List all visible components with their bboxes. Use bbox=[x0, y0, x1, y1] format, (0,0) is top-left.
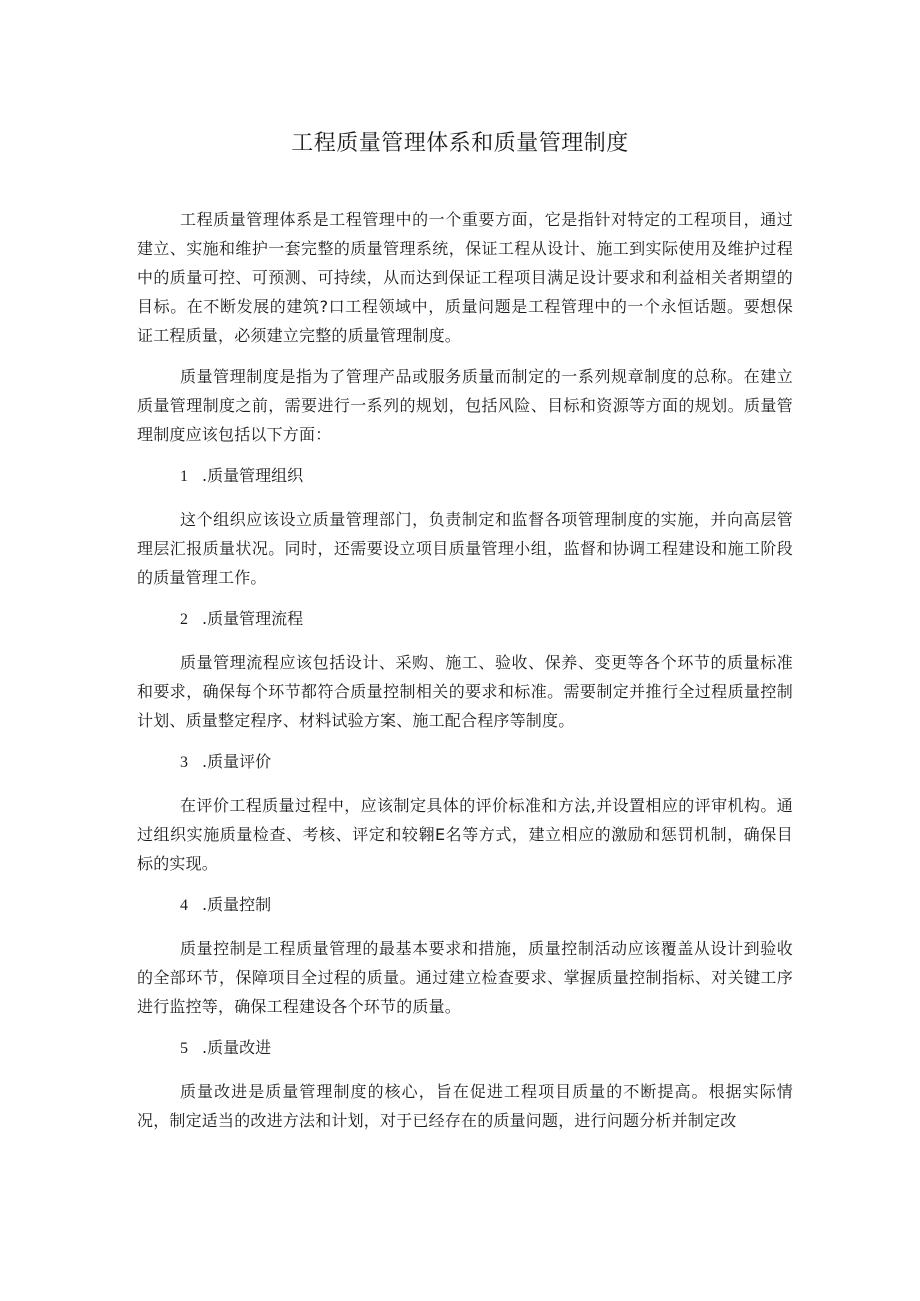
section-heading-text: .质量管理组织 bbox=[202, 466, 304, 485]
intro-paragraph-1: 工程质量管理体系是工程管理中的一个重要方面，它是指针对特定的工程项目，通过建立、实施和维护一套完整的质量管理系统，保证工程从设计、施工到实际使用及维护过程中的质量可控、可预测、可持续，从而达到保证工程项目满足设计要求和利益相关者期望的目标。在不断发展的建筑?口工程领域中，质量问题是工程管理中的一个永恒话题。要想保证工程质量，必须建立完整的质量管理制度。 bbox=[137, 210, 793, 345]
section-heading-4 bbox=[137, 890, 793, 920]
section-number: 1 bbox=[180, 468, 188, 485]
section-paragraph-3: 在评价工程质量过程中，应该制定具体的评价标准和方法,并设置相应的评审机构。通过组织实施质量检查、考核、评定和较翱E名等方式，建立相应的激励和惩罚机制，确保目标的实现。 bbox=[137, 796, 793, 873]
section-number: 3 bbox=[180, 754, 188, 771]
document-body bbox=[137, 205, 793, 1147]
section-paragraph-1: 这个组织应该设立质量管理部门，负责制定和监督各项管理制度的实施，并向高层管理层汇报质量状况。同时，还需要设立项目质量管理小组，监督和协调工程建设和施工阶段的质量管理工作。 bbox=[137, 510, 793, 587]
section-number: 5 bbox=[180, 1040, 188, 1057]
section-number: 2 bbox=[180, 611, 188, 628]
section-paragraph-5: 质量改进是质量管理制度的核心，旨在促进工程项目质量的不断提高。根据实际情况，制定适当的改进方法和计划，对于已经存在的质量问题，进行问题分析并制定改 bbox=[137, 1082, 793, 1130]
section-heading-5 bbox=[137, 1033, 793, 1063]
section-heading-text: .质量评价 bbox=[202, 752, 272, 771]
section-heading-2 bbox=[137, 604, 793, 634]
section-paragraph-2: 质量管理流程应该包括设计、采购、施工、验收、保养、变更等各个环节的质量标准和要求，确保每个环节都符合质量控制相关的要求和标准。需要制定并推行全过程质量控制计划、质量整定程序、材料试验方案、施工配合程序等制度。 bbox=[137, 653, 793, 730]
section-number: 4 bbox=[180, 897, 188, 914]
section-heading-text: .质量控制 bbox=[202, 895, 272, 914]
document-title: 工程质量管理体系和质量管理制度 bbox=[291, 131, 629, 156]
section-heading-1 bbox=[137, 461, 793, 491]
intro-paragraph-2: 质量管理制度是指为了管理产品或服务质量而制定的一系列规章制度的总称。在建立质量管理制度之前，需要进行一系列的规划，包括风险、目标和资源等方面的规划。质量管理制度应该包括以下方面： bbox=[137, 367, 793, 444]
section-heading-3 bbox=[137, 747, 793, 777]
section-heading-text: .质量管理流程 bbox=[202, 609, 304, 628]
section-heading-text: .质量改进 bbox=[202, 1038, 272, 1057]
section-paragraph-4: 质量控制是工程质量管理的最基本要求和措施，质量控制活动应该覆盖从设计到验收的全部环节，保障项目全过程的质量。通过建立检查要求、掌握质量控制指标、对关键工序进行监控等，确保工程建设各个环节的质量。 bbox=[137, 939, 793, 1016]
